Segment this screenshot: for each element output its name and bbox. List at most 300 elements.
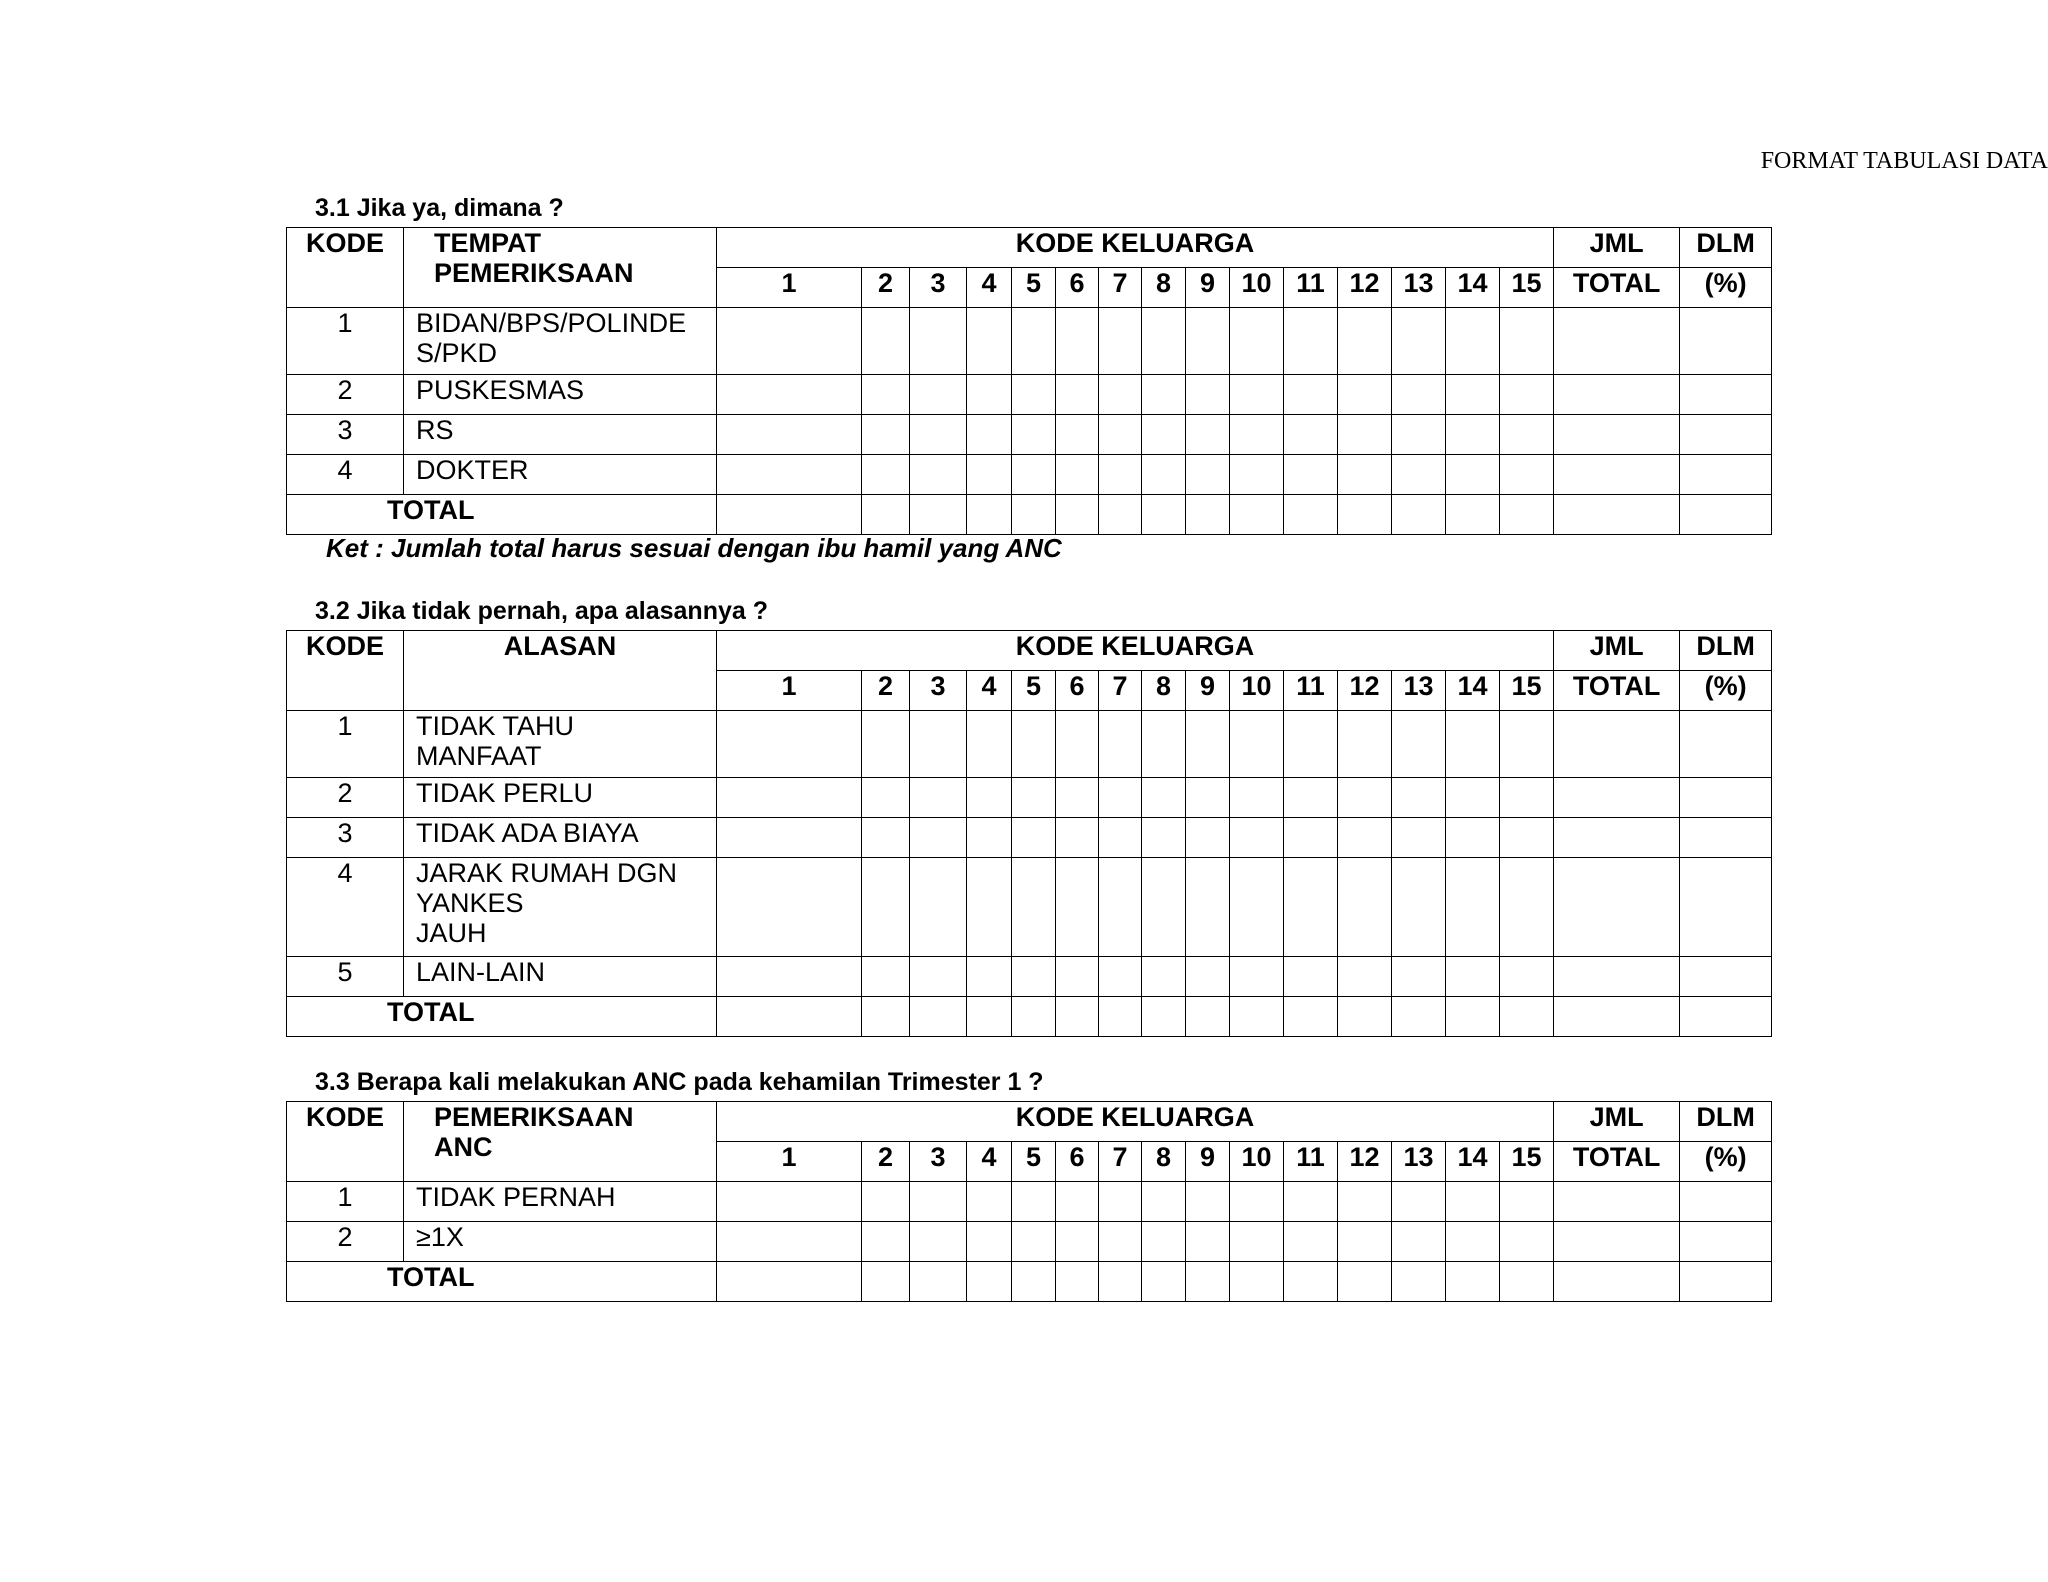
- family-total-cell[interactable]: [717, 1262, 862, 1302]
- row-label-line: TIDAK PERLU: [416, 778, 594, 808]
- family-code-header: 8: [1142, 671, 1186, 711]
- family-data-cell[interactable]: [910, 1222, 967, 1262]
- family-data-cell[interactable]: [1099, 778, 1142, 818]
- jml-total-cell[interactable]: [1554, 778, 1680, 818]
- family-data-cell[interactable]: [1338, 1222, 1392, 1262]
- family-data-cell[interactable]: [1338, 1182, 1392, 1222]
- family-total-cell[interactable]: [862, 495, 910, 535]
- family-data-cell[interactable]: [862, 818, 910, 858]
- total-row: [287, 495, 1772, 535]
- jml-total-cell[interactable]: [1554, 957, 1680, 997]
- family-data-cell[interactable]: [967, 957, 1012, 997]
- family-total-cell[interactable]: [1186, 997, 1230, 1037]
- family-data-cell[interactable]: [1500, 1222, 1554, 1262]
- family-data-cell[interactable]: [1230, 818, 1284, 858]
- family-data-cell[interactable]: [1392, 308, 1446, 375]
- family-data-cell[interactable]: [1338, 415, 1392, 455]
- family-data-cell[interactable]: [717, 818, 862, 858]
- family-data-cell[interactable]: [967, 1222, 1012, 1262]
- percent-cell[interactable]: [1680, 1222, 1772, 1262]
- family-total-cell[interactable]: [1338, 495, 1392, 535]
- family-total-cell[interactable]: [1012, 997, 1056, 1037]
- family-code-header: 6: [1056, 268, 1099, 308]
- family-data-cell[interactable]: [1099, 1222, 1142, 1262]
- family-code-header: 2: [862, 1142, 910, 1182]
- family-code-header: 3: [910, 268, 967, 308]
- family-data-cell[interactable]: [1284, 711, 1338, 778]
- family-data-cell[interactable]: [910, 957, 967, 997]
- row-label: [404, 1222, 717, 1262]
- family-data-cell[interactable]: [1338, 858, 1392, 957]
- family-data-cell[interactable]: [967, 818, 1012, 858]
- family-total-cell[interactable]: [862, 1262, 910, 1302]
- family-data-cell[interactable]: [1142, 455, 1186, 495]
- kode-keluarga-header: KODE KELUARGA: [717, 631, 1554, 671]
- family-data-cell[interactable]: [1099, 858, 1142, 957]
- row-label: [404, 778, 717, 818]
- family-data-cell[interactable]: [1056, 1222, 1099, 1262]
- family-total-cell[interactable]: [1056, 1262, 1099, 1302]
- total-label: TOTAL: [287, 997, 717, 1037]
- family-data-cell[interactable]: [1230, 308, 1284, 375]
- family-total-cell[interactable]: [1392, 495, 1446, 535]
- family-data-cell[interactable]: [1012, 858, 1056, 957]
- family-data-cell[interactable]: [1284, 1182, 1338, 1222]
- family-data-cell[interactable]: [862, 858, 910, 957]
- family-data-cell[interactable]: [1230, 711, 1284, 778]
- family-data-cell[interactable]: [1230, 455, 1284, 495]
- family-data-cell[interactable]: [1284, 415, 1338, 455]
- label-column-header-line: TEMPAT: [434, 228, 541, 258]
- family-data-cell[interactable]: [967, 858, 1012, 957]
- family-data-cell[interactable]: [717, 957, 862, 997]
- percent-cell[interactable]: [1680, 818, 1772, 858]
- family-data-cell[interactable]: [1056, 455, 1099, 495]
- family-total-cell[interactable]: [1142, 495, 1186, 535]
- family-data-cell[interactable]: [910, 711, 967, 778]
- jml-total-cell[interactable]: [1554, 1222, 1680, 1262]
- family-data-cell[interactable]: [1446, 711, 1500, 778]
- family-data-cell[interactable]: [967, 1182, 1012, 1222]
- family-total-cell[interactable]: [910, 495, 967, 535]
- family-total-cell[interactable]: [967, 997, 1012, 1037]
- family-data-cell[interactable]: [717, 308, 862, 375]
- family-data-cell[interactable]: [1230, 858, 1284, 957]
- family-data-cell[interactable]: [1500, 957, 1554, 997]
- percent-header: (%): [1680, 671, 1772, 711]
- label-column-header-line: PEMERIKSAAN: [434, 258, 634, 288]
- family-data-cell[interactable]: [1142, 858, 1186, 957]
- family-data-cell[interactable]: [1099, 415, 1142, 455]
- jml-total-cell[interactable]: [1554, 495, 1680, 535]
- family-data-cell[interactable]: [1500, 778, 1554, 818]
- family-data-cell[interactable]: [717, 858, 862, 957]
- family-data-cell[interactable]: [1142, 818, 1186, 858]
- family-data-cell[interactable]: [1392, 415, 1446, 455]
- row-label: [404, 415, 717, 455]
- family-data-cell[interactable]: [1012, 455, 1056, 495]
- family-data-cell[interactable]: [1186, 415, 1230, 455]
- family-total-cell[interactable]: [862, 997, 910, 1037]
- family-data-cell[interactable]: [1186, 1182, 1230, 1222]
- row-code: 2: [287, 375, 404, 415]
- percent-cell[interactable]: [1680, 1262, 1772, 1302]
- family-data-cell[interactable]: [1392, 818, 1446, 858]
- family-data-cell[interactable]: [1186, 308, 1230, 375]
- row-label-line: TIDAK TAHU: [416, 711, 575, 741]
- row-code: 3: [287, 818, 404, 858]
- row-label-line: LAIN-LAIN: [416, 957, 546, 987]
- family-data-cell[interactable]: [1284, 1222, 1338, 1262]
- family-data-cell[interactable]: [1099, 375, 1142, 415]
- family-data-cell[interactable]: [1446, 375, 1500, 415]
- row-label: [404, 818, 717, 858]
- family-total-cell[interactable]: [1186, 495, 1230, 535]
- family-data-cell[interactable]: [1338, 375, 1392, 415]
- family-data-cell[interactable]: [1446, 818, 1500, 858]
- family-data-cell[interactable]: [967, 415, 1012, 455]
- family-data-cell[interactable]: [1186, 858, 1230, 957]
- page-header: FORMAT TABULASI DATA: [1760, 148, 2048, 174]
- family-data-cell[interactable]: [1500, 308, 1554, 375]
- family-data-cell[interactable]: [1099, 957, 1142, 997]
- jml-total-cell[interactable]: [1554, 818, 1680, 858]
- percent-cell[interactable]: [1680, 1182, 1772, 1222]
- family-data-cell[interactable]: [1186, 375, 1230, 415]
- table-row: [287, 778, 1772, 818]
- family-code-header: 2: [862, 268, 910, 308]
- family-data-cell[interactable]: [1012, 1182, 1056, 1222]
- family-code-header: 14: [1446, 1142, 1500, 1182]
- row-label: [404, 455, 717, 495]
- family-data-cell[interactable]: [717, 1222, 862, 1262]
- jml-header: JML: [1554, 228, 1680, 268]
- family-data-cell[interactable]: [1056, 711, 1099, 778]
- family-data-cell[interactable]: [862, 415, 910, 455]
- family-total-cell[interactable]: [1338, 1262, 1392, 1302]
- family-code-header: 12: [1338, 1142, 1392, 1182]
- percent-cell[interactable]: [1680, 858, 1772, 957]
- family-data-cell[interactable]: [1392, 1182, 1446, 1222]
- family-data-cell[interactable]: [862, 1182, 910, 1222]
- family-total-cell[interactable]: [910, 1262, 967, 1302]
- family-total-cell[interactable]: [1392, 1262, 1446, 1302]
- family-code-header: 6: [1056, 1142, 1099, 1182]
- family-data-cell[interactable]: [1230, 415, 1284, 455]
- family-data-cell[interactable]: [1056, 858, 1099, 957]
- family-code-header: 7: [1099, 1142, 1142, 1182]
- family-data-cell[interactable]: [910, 415, 967, 455]
- family-data-cell[interactable]: [1099, 818, 1142, 858]
- family-total-cell[interactable]: [1056, 997, 1099, 1037]
- family-data-cell[interactable]: [717, 1182, 862, 1222]
- family-data-cell[interactable]: [1392, 1222, 1446, 1262]
- family-total-cell[interactable]: [1500, 997, 1554, 1037]
- family-total-cell[interactable]: [1142, 1262, 1186, 1302]
- percent-cell[interactable]: [1680, 711, 1772, 778]
- family-data-cell[interactable]: [1230, 957, 1284, 997]
- family-data-cell[interactable]: [910, 778, 967, 818]
- family-total-cell[interactable]: [1446, 1262, 1500, 1302]
- jml-total-cell[interactable]: [1554, 711, 1680, 778]
- section-title-3-3: 3.3 Berapa kali melakukan ANC pada kehamilan Trimester 1 ?: [315, 1068, 1044, 1096]
- header-row: [287, 1102, 1772, 1142]
- row-code: 5: [287, 957, 404, 997]
- family-data-cell[interactable]: [1186, 957, 1230, 997]
- family-code-header: 4: [967, 671, 1012, 711]
- total-label: TOTAL: [287, 495, 717, 535]
- family-data-cell[interactable]: [862, 957, 910, 997]
- family-data-cell[interactable]: [1338, 455, 1392, 495]
- family-data-cell[interactable]: [1392, 711, 1446, 778]
- jml-total-cell[interactable]: [1554, 1182, 1680, 1222]
- family-data-cell[interactable]: [1284, 957, 1338, 997]
- family-data-cell[interactable]: [1012, 375, 1056, 415]
- family-data-cell[interactable]: [1338, 711, 1392, 778]
- family-data-cell[interactable]: [910, 1182, 967, 1222]
- family-code-header: 4: [967, 1142, 1012, 1182]
- family-data-cell[interactable]: [862, 375, 910, 415]
- family-data-cell[interactable]: [1392, 858, 1446, 957]
- family-data-cell[interactable]: [1284, 375, 1338, 415]
- family-data-cell[interactable]: [1446, 858, 1500, 957]
- family-data-cell[interactable]: [1012, 308, 1056, 375]
- label-column-header-line: ALASAN: [503, 631, 617, 661]
- family-data-cell[interactable]: [862, 778, 910, 818]
- family-code-header: 14: [1446, 268, 1500, 308]
- family-data-cell[interactable]: [1284, 455, 1338, 495]
- family-data-cell[interactable]: [1230, 1182, 1284, 1222]
- family-data-cell[interactable]: [910, 858, 967, 957]
- family-data-cell[interactable]: [1142, 957, 1186, 997]
- family-data-cell[interactable]: [862, 308, 910, 375]
- jml-total-cell[interactable]: [1554, 375, 1680, 415]
- family-data-cell[interactable]: [1186, 818, 1230, 858]
- family-data-cell[interactable]: [1099, 711, 1142, 778]
- family-data-cell[interactable]: [1012, 818, 1056, 858]
- family-data-cell[interactable]: [1056, 415, 1099, 455]
- family-data-cell[interactable]: [1500, 455, 1554, 495]
- family-data-cell[interactable]: [1392, 375, 1446, 415]
- family-data-cell[interactable]: [1284, 308, 1338, 375]
- family-data-cell[interactable]: [1338, 818, 1392, 858]
- jml-total-cell[interactable]: [1554, 415, 1680, 455]
- family-code-header: 8: [1142, 268, 1186, 308]
- family-total-cell[interactable]: [1099, 1262, 1142, 1302]
- family-data-cell[interactable]: [1142, 415, 1186, 455]
- family-code-header: 13: [1392, 1142, 1446, 1182]
- family-total-cell[interactable]: [967, 495, 1012, 535]
- family-data-cell[interactable]: [1284, 818, 1338, 858]
- family-data-cell[interactable]: [1500, 858, 1554, 957]
- family-data-cell[interactable]: [862, 455, 910, 495]
- row-code: 4: [287, 858, 404, 957]
- row-label: [404, 711, 717, 778]
- family-data-cell[interactable]: [1142, 308, 1186, 375]
- family-data-cell[interactable]: [1392, 957, 1446, 997]
- jml-header: JML: [1554, 631, 1680, 671]
- family-total-cell[interactable]: [1284, 997, 1338, 1037]
- family-code-header: 15: [1500, 671, 1554, 711]
- family-data-cell[interactable]: [1284, 858, 1338, 957]
- family-data-cell[interactable]: [967, 455, 1012, 495]
- family-total-cell[interactable]: [1056, 495, 1099, 535]
- family-total-cell[interactable]: [1012, 1262, 1056, 1302]
- family-data-cell[interactable]: [862, 1222, 910, 1262]
- family-code-header: 12: [1338, 268, 1392, 308]
- family-data-cell[interactable]: [1099, 455, 1142, 495]
- family-data-cell[interactable]: [910, 455, 967, 495]
- percent-cell[interactable]: [1680, 957, 1772, 997]
- percent-cell[interactable]: [1680, 455, 1772, 495]
- family-data-cell[interactable]: [717, 455, 862, 495]
- family-data-cell[interactable]: [1392, 455, 1446, 495]
- family-data-cell[interactable]: [967, 778, 1012, 818]
- family-data-cell[interactable]: [1056, 818, 1099, 858]
- family-total-cell[interactable]: [1446, 997, 1500, 1037]
- family-data-cell[interactable]: [1012, 957, 1056, 997]
- percent-cell[interactable]: [1680, 308, 1772, 375]
- jml-total-cell[interactable]: [1554, 1262, 1680, 1302]
- family-total-cell[interactable]: [1230, 997, 1284, 1037]
- family-total-cell[interactable]: [1284, 1262, 1338, 1302]
- label-column-header: [404, 631, 717, 711]
- family-data-cell[interactable]: [1186, 711, 1230, 778]
- family-data-cell[interactable]: [1446, 1222, 1500, 1262]
- family-total-cell[interactable]: [910, 997, 967, 1037]
- row-label: [404, 1182, 717, 1222]
- family-data-cell[interactable]: [717, 415, 862, 455]
- percent-cell[interactable]: [1680, 997, 1772, 1037]
- family-data-cell[interactable]: [1186, 1222, 1230, 1262]
- family-total-cell[interactable]: [1338, 997, 1392, 1037]
- family-data-cell[interactable]: [1284, 778, 1338, 818]
- family-data-cell[interactable]: [1500, 415, 1554, 455]
- percent-cell[interactable]: [1680, 415, 1772, 455]
- family-code-header: 11: [1284, 1142, 1338, 1182]
- family-data-cell[interactable]: [1099, 1182, 1142, 1222]
- family-data-cell[interactable]: [1186, 455, 1230, 495]
- header-row: [287, 631, 1772, 671]
- family-data-cell[interactable]: [1099, 308, 1142, 375]
- family-data-cell[interactable]: [1446, 778, 1500, 818]
- kode-header: KODE: [287, 631, 404, 711]
- table-alasan: [286, 630, 1772, 1037]
- jml-total-cell[interactable]: [1554, 455, 1680, 495]
- family-code-header: 11: [1284, 671, 1338, 711]
- jml-total-cell[interactable]: [1554, 997, 1680, 1037]
- family-total-cell[interactable]: [717, 997, 862, 1037]
- total-header: TOTAL: [1554, 671, 1680, 711]
- family-data-cell[interactable]: [1142, 1182, 1186, 1222]
- family-data-cell[interactable]: [910, 818, 967, 858]
- family-data-cell[interactable]: [1142, 1222, 1186, 1262]
- family-data-cell[interactable]: [1446, 455, 1500, 495]
- percent-cell[interactable]: [1680, 778, 1772, 818]
- row-label-line: RS: [416, 415, 454, 445]
- family-data-cell[interactable]: [1056, 957, 1099, 997]
- family-total-cell[interactable]: [1012, 495, 1056, 535]
- family-data-cell[interactable]: [1446, 415, 1500, 455]
- family-data-cell[interactable]: [1500, 375, 1554, 415]
- jml-total-cell[interactable]: [1554, 858, 1680, 957]
- family-total-cell[interactable]: [1446, 495, 1500, 535]
- family-data-cell[interactable]: [1012, 711, 1056, 778]
- family-code-header: 7: [1099, 671, 1142, 711]
- table-row: [287, 711, 1772, 778]
- family-data-cell[interactable]: [1230, 778, 1284, 818]
- family-data-cell[interactable]: [910, 375, 967, 415]
- family-data-cell[interactable]: [1500, 711, 1554, 778]
- family-data-cell[interactable]: [1500, 818, 1554, 858]
- family-total-cell[interactable]: [1500, 495, 1554, 535]
- table-pemeriksaan-anc: [286, 1101, 1772, 1302]
- dlm-header: DLM: [1680, 1102, 1772, 1142]
- family-data-cell[interactable]: [1446, 957, 1500, 997]
- family-data-cell[interactable]: [1392, 778, 1446, 818]
- family-data-cell[interactable]: [1142, 375, 1186, 415]
- family-data-cell[interactable]: [862, 711, 910, 778]
- family-data-cell[interactable]: [1012, 1222, 1056, 1262]
- family-data-cell[interactable]: [1186, 778, 1230, 818]
- family-data-cell[interactable]: [717, 778, 862, 818]
- family-data-cell[interactable]: [910, 308, 967, 375]
- family-code-header: 1: [717, 268, 862, 308]
- family-data-cell[interactable]: [1142, 778, 1186, 818]
- family-total-cell[interactable]: [967, 1262, 1012, 1302]
- table-row: [287, 957, 1772, 997]
- family-data-cell[interactable]: [1338, 778, 1392, 818]
- family-data-cell[interactable]: [717, 711, 862, 778]
- family-total-cell[interactable]: [1099, 495, 1142, 535]
- family-data-cell[interactable]: [1446, 308, 1500, 375]
- family-data-cell[interactable]: [1056, 778, 1099, 818]
- family-total-cell[interactable]: [1392, 997, 1446, 1037]
- family-data-cell[interactable]: [1230, 1222, 1284, 1262]
- family-data-cell[interactable]: [1500, 1182, 1554, 1222]
- family-data-cell[interactable]: [967, 711, 1012, 778]
- family-data-cell[interactable]: [967, 308, 1012, 375]
- row-code: 2: [287, 778, 404, 818]
- family-data-cell[interactable]: [717, 375, 862, 415]
- table-row: [287, 375, 1772, 415]
- family-data-cell[interactable]: [1338, 957, 1392, 997]
- family-data-cell[interactable]: [1446, 1182, 1500, 1222]
- family-data-cell[interactable]: [1142, 711, 1186, 778]
- family-total-cell[interactable]: [1186, 1262, 1230, 1302]
- family-total-cell[interactable]: [1099, 997, 1142, 1037]
- family-total-cell[interactable]: [1500, 1262, 1554, 1302]
- table-row: [287, 818, 1772, 858]
- family-data-cell[interactable]: [1012, 778, 1056, 818]
- family-total-cell[interactable]: [1230, 1262, 1284, 1302]
- family-data-cell[interactable]: [1056, 375, 1099, 415]
- family-data-cell[interactable]: [1056, 1182, 1099, 1222]
- family-data-cell[interactable]: [1056, 308, 1099, 375]
- jml-total-cell[interactable]: [1554, 308, 1680, 375]
- family-total-cell[interactable]: [1230, 495, 1284, 535]
- family-data-cell[interactable]: [1338, 308, 1392, 375]
- family-data-cell[interactable]: [967, 375, 1012, 415]
- family-total-cell[interactable]: [1284, 495, 1338, 535]
- family-total-cell[interactable]: [1142, 997, 1186, 1037]
- family-data-cell[interactable]: [1012, 415, 1056, 455]
- family-data-cell[interactable]: [1230, 375, 1284, 415]
- family-code-header: 12: [1338, 671, 1392, 711]
- percent-cell[interactable]: [1680, 495, 1772, 535]
- family-total-cell[interactable]: [717, 495, 862, 535]
- percent-cell[interactable]: [1680, 375, 1772, 415]
